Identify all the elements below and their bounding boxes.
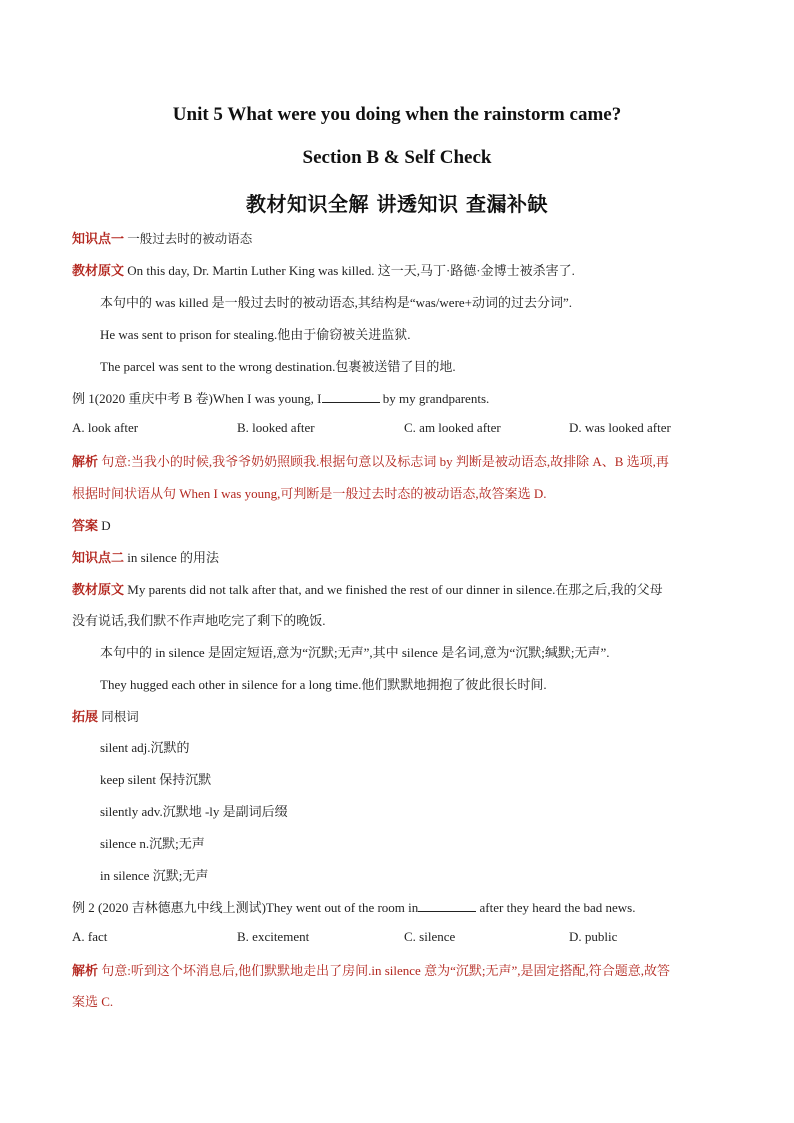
kp1-explain: 本句中的 was killed 是一般过去时的被动语态,其结构是“was/were+动词的过去分词”. [100, 295, 573, 310]
q2-stem-after: after they heard the bad news. [476, 900, 636, 915]
unit-title: Unit 5 What were you doing when the rainstorm came? [172, 104, 622, 125]
q1-stem [72, 389, 727, 409]
q1-stem-before: 例 1(2020 重庆中考 B 卷)When I was young, I [72, 391, 322, 406]
q1-option-b: B. looked after [237, 420, 315, 435]
q1-stem-after: by my grandparents. [379, 391, 490, 406]
q1-answer-label: 答案 [72, 519, 99, 534]
q2-blank [418, 898, 476, 912]
q2-stem-before: 例 2 (2020 吉林德惠九中线上测试)They went out of the room in [72, 900, 419, 915]
kp2-source-line-2: 没有说话,我们默不作声地吃完了剩下的晚饭. [72, 613, 326, 628]
kp2-example: They hugged each other in silence for a long time.他们默默地拥抱了彼此很长时间. [100, 677, 547, 692]
q2-analysis-label: 解析 [72, 964, 99, 979]
expand-label: 拓展 [72, 710, 99, 725]
expand-item: keep silent 保持沉默 [100, 772, 212, 787]
kp2-source-label: 教材原文 [72, 583, 125, 598]
q1-analysis-line-1 [72, 452, 727, 473]
q1-analysis-line-2: 根据时间状语从句 When I was young,可判断是一般过去时态的被动语态,故答案选 D. [72, 486, 547, 501]
q2-option-b: B. excitement [237, 929, 310, 944]
kp2-source-line-1 [72, 580, 727, 601]
q1-answer [72, 516, 727, 537]
q1-answer-value: D [101, 518, 111, 533]
q1-analysis-text-1: 句意:当我小的时候,我爷爷奶奶照顾我.根据句意以及标志词 by 判断是被动语态,故排除 A、B 选项,再 [101, 454, 669, 469]
q2-option-c: C. silence [404, 929, 456, 944]
kp1-label: 知识点一 [72, 232, 125, 247]
kp1-heading [72, 229, 727, 250]
q1-option-a: A. look after [72, 420, 139, 435]
kp2-topic: in silence 的用法 [127, 550, 219, 565]
expand-item: silence n.沉默;无声 [100, 836, 205, 851]
q2-option-d: D. public [569, 929, 618, 944]
kp2-explain: 本句中的 in silence 是固定短语,意为“沉默;无声”,其中 silence 是名词,意为“沉默;缄默;无声”. [100, 645, 610, 660]
q2-option-a: A. fact [72, 929, 108, 944]
kp1-source-label: 教材原文 [72, 264, 125, 279]
q2-stem [72, 898, 727, 918]
q2-analysis-text-1: 句意:听到这个坏消息后,他们默默地走出了房间.in silence 意为“沉默;无声”,是固定搭配,符合题意,故答 [101, 963, 670, 978]
kp1-example-b: The parcel was sent to the wrong destination.包裹被送错了目的地. [100, 359, 456, 374]
section-subtitle: 教材知识全解 讲透知识 查漏补缺 [246, 192, 548, 216]
q1-option-d: D. was looked after [569, 420, 671, 435]
q1-option-c: C. am looked after [404, 420, 501, 435]
q2-analysis-line-1 [72, 961, 727, 982]
kp2-label: 知识点二 [72, 551, 125, 566]
kp1-source-text: On this day, Dr. Martin Luther King was killed. 这一天,马丁·路德·金博士被杀害了. [127, 263, 575, 278]
kp1-example-a: He was sent to prison for stealing.他由于偷窃被关进监狱. [100, 327, 411, 342]
kp1-topic: 一般过去时的被动语态 [127, 231, 253, 246]
kp1-source [72, 261, 727, 282]
expand-item: silent adj.沉默的 [100, 740, 190, 755]
kp2-heading [72, 548, 727, 569]
q1-analysis-label: 解析 [72, 455, 99, 470]
expand-item: silently adv.沉默地 -ly 是副词后缀 [100, 804, 288, 819]
expand-item: in silence 沉默;无声 [100, 868, 209, 883]
kp2-source-text-1: My parents did not talk after that, and we finished the rest of our dinner in silence.在那之后,我的父母 [127, 582, 663, 597]
expand-heading [72, 707, 727, 728]
q2-analysis-line-2: 案选 C. [72, 994, 114, 1009]
expand-topic: 同根词 [101, 709, 139, 724]
section-title: Section B & Self Check [302, 147, 492, 168]
q1-blank [322, 389, 380, 403]
